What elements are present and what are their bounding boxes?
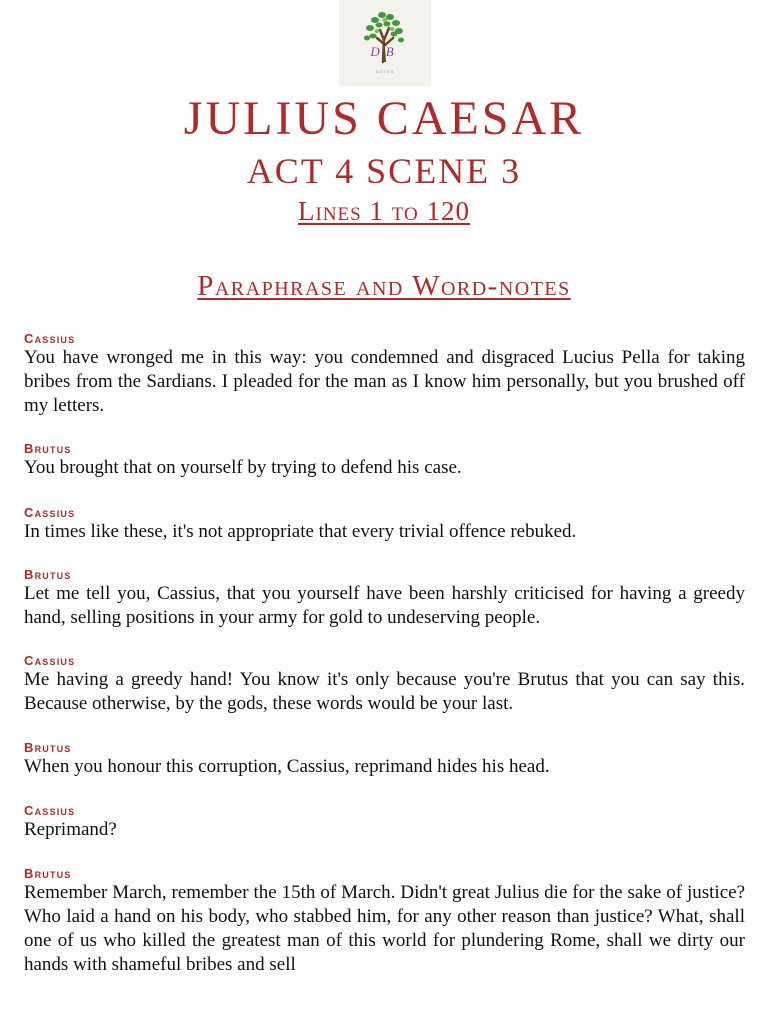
speech-block <box>24 505 745 544</box>
speech-block <box>24 653 745 716</box>
speech-text: Remember March, remember the 15th of March. Didn't great Julius die for the sake of justice? Who laid a hand on his body, who stabbed him, for any other reason than justice? What, shall one of us who killed the greatest man of this world for plundering Rome, shall we dirty our hands with shameful bribes and sell <box>24 882 745 975</box>
speech-text: You have wronged me in this way: you condemned and disgraced Lucius Pella for taking bribes from the Sardians. I pleaded for the man as I know him personally, but you brushed off my letters. <box>24 347 745 416</box>
speech-block <box>24 866 745 977</box>
speech-text: You brought that on yourself by trying to defend his case. <box>24 457 462 478</box>
logo-letters: DB <box>370 44 400 59</box>
speaker-name: Cassius <box>24 505 76 520</box>
speech-text: Me having a greedy hand! You know it's only because you're Brutus that you can say this. Because otherwise, by the gods, these words would be your last. <box>24 669 745 714</box>
speech-block <box>24 740 745 779</box>
speaker-name: Brutus <box>24 740 72 755</box>
speech-block <box>24 331 745 418</box>
speech-block <box>24 567 745 630</box>
page-title: JULIUS CAESAR <box>183 92 585 145</box>
speaker-name: Brutus <box>24 866 72 881</box>
speech-text: When you honour this corruption, Cassius, reprimand hides his head. <box>24 756 550 777</box>
speech-block <box>24 803 745 842</box>
line-range <box>0 195 768 227</box>
speech-text: Let me tell you, Cassius, that you yourself have been harshly criticised for having a greedy hand, selling positions in your army for gold to undeserving people. <box>24 583 745 628</box>
speaker-name: Cassius <box>24 803 76 818</box>
speaker-name: Brutus <box>24 567 72 582</box>
speaker-name: Cassius <box>24 331 76 346</box>
speaker-name: Brutus <box>24 441 72 456</box>
section-heading-text: Paraphrase and Word-notes <box>197 270 571 302</box>
speech-block <box>24 441 745 480</box>
page-subtitle: ACT 4 SCENE 3 <box>246 151 522 191</box>
logo <box>339 0 431 86</box>
speech-text: Reprimand? <box>24 819 117 840</box>
speech-text: In times like these, it's not appropriate that every trivial offence rebuked. <box>24 521 577 542</box>
speaker-name: Cassius <box>24 653 76 668</box>
section-heading <box>0 269 768 303</box>
logo-caption: NOTES <box>375 69 395 74</box>
line-range-text: Lines 1 to 120 <box>298 196 470 226</box>
